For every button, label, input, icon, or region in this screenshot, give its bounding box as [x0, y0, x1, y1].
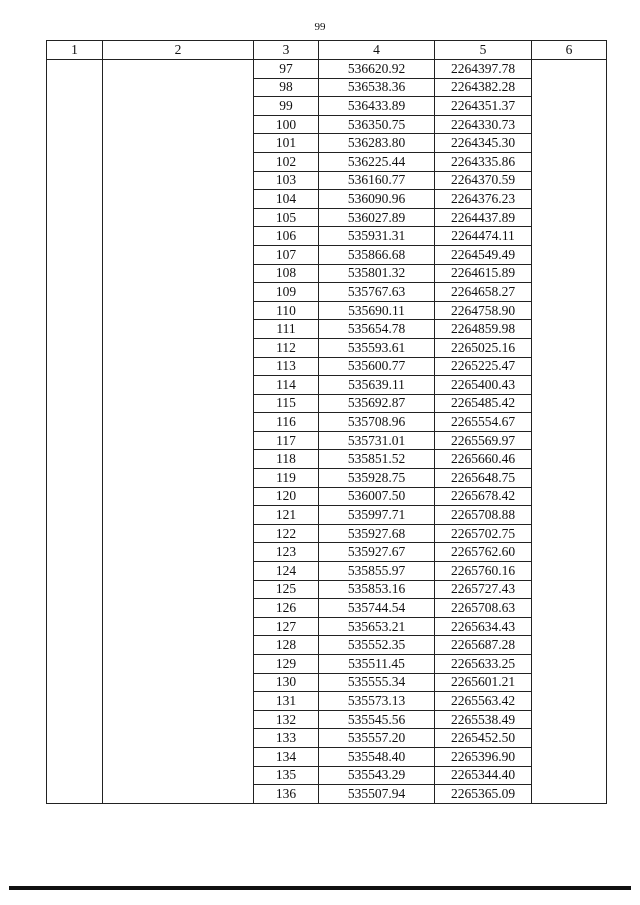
x-coordinate-cell: 536090.96 [319, 190, 435, 209]
y-coordinate-cell: 2264615.89 [435, 264, 532, 283]
point-number-cell: 114 [254, 376, 319, 395]
y-coordinate-cell: 2264376.23 [435, 190, 532, 209]
point-number-cell: 109 [254, 283, 319, 302]
x-coordinate-cell: 535639.11 [319, 376, 435, 395]
x-coordinate-cell: 535692.87 [319, 394, 435, 413]
point-number-cell: 127 [254, 617, 319, 636]
x-coordinate-cell: 535653.21 [319, 617, 435, 636]
point-number-cell: 126 [254, 599, 319, 618]
y-coordinate-cell: 2265396.90 [435, 747, 532, 766]
y-coordinate-cell: 2265225.47 [435, 357, 532, 376]
col1-merged-cell [47, 60, 103, 804]
x-coordinate-cell: 535573.13 [319, 692, 435, 711]
y-coordinate-cell: 2265708.63 [435, 599, 532, 618]
y-coordinate-cell: 2265660.46 [435, 450, 532, 469]
y-coordinate-cell: 2265702.75 [435, 524, 532, 543]
point-number-cell: 122 [254, 524, 319, 543]
y-coordinate-cell: 2264474.11 [435, 227, 532, 246]
y-coordinate-cell: 2265601.21 [435, 673, 532, 692]
column-header-6: 6 [532, 41, 607, 60]
y-coordinate-cell: 2265538.49 [435, 710, 532, 729]
y-coordinate-cell: 2264351.37 [435, 97, 532, 116]
x-coordinate-cell: 536160.77 [319, 171, 435, 190]
x-coordinate-cell: 535931.31 [319, 227, 435, 246]
point-number-cell: 120 [254, 487, 319, 506]
x-coordinate-cell: 535708.96 [319, 413, 435, 432]
column-header-4: 4 [319, 41, 435, 60]
y-coordinate-cell: 2265727.43 [435, 580, 532, 599]
x-coordinate-cell: 536350.75 [319, 115, 435, 134]
y-coordinate-cell: 2265633.25 [435, 655, 532, 674]
x-coordinate-cell: 536283.80 [319, 134, 435, 153]
point-number-cell: 113 [254, 357, 319, 376]
point-number-cell: 133 [254, 729, 319, 748]
x-coordinate-cell: 535927.67 [319, 543, 435, 562]
point-number-cell: 105 [254, 208, 319, 227]
point-number-cell: 115 [254, 394, 319, 413]
point-number-cell: 99 [254, 97, 319, 116]
x-coordinate-cell: 535654.78 [319, 320, 435, 339]
x-coordinate-cell: 536007.50 [319, 487, 435, 506]
x-coordinate-cell: 535801.32 [319, 264, 435, 283]
x-coordinate-cell: 535853.16 [319, 580, 435, 599]
x-coordinate-cell: 535927.68 [319, 524, 435, 543]
y-coordinate-cell: 2264345.30 [435, 134, 532, 153]
col6-merged-cell [532, 60, 607, 804]
x-coordinate-cell: 535557.20 [319, 729, 435, 748]
point-number-cell: 101 [254, 134, 319, 153]
y-coordinate-cell: 2264335.86 [435, 152, 532, 171]
x-coordinate-cell: 536538.36 [319, 78, 435, 97]
point-number-cell: 136 [254, 785, 319, 804]
point-number-cell: 119 [254, 469, 319, 488]
x-coordinate-cell: 535744.54 [319, 599, 435, 618]
x-coordinate-cell: 535545.56 [319, 710, 435, 729]
point-number-cell: 128 [254, 636, 319, 655]
col2-merged-cell [103, 60, 254, 804]
y-coordinate-cell: 2265687.28 [435, 636, 532, 655]
y-coordinate-cell: 2264370.59 [435, 171, 532, 190]
x-coordinate-cell: 535543.29 [319, 766, 435, 785]
x-coordinate-cell: 535851.52 [319, 450, 435, 469]
x-coordinate-cell: 535511.45 [319, 655, 435, 674]
y-coordinate-cell: 2265365.09 [435, 785, 532, 804]
table-row [47, 60, 607, 79]
y-coordinate-cell: 2264330.73 [435, 115, 532, 134]
point-number-cell: 110 [254, 301, 319, 320]
x-coordinate-cell: 535928.75 [319, 469, 435, 488]
y-coordinate-cell: 2265760.16 [435, 562, 532, 581]
y-coordinate-cell: 2265344.40 [435, 766, 532, 785]
y-coordinate-cell: 2264437.89 [435, 208, 532, 227]
page-number: 99 [314, 21, 326, 33]
point-number-cell: 118 [254, 450, 319, 469]
y-coordinate-cell: 2265634.43 [435, 617, 532, 636]
point-number-cell: 98 [254, 78, 319, 97]
x-coordinate-cell: 535767.63 [319, 283, 435, 302]
point-number-cell: 103 [254, 171, 319, 190]
point-number-cell: 116 [254, 413, 319, 432]
point-number-cell: 132 [254, 710, 319, 729]
x-coordinate-cell: 535552.35 [319, 636, 435, 655]
x-coordinate-cell: 535855.97 [319, 562, 435, 581]
y-coordinate-cell: 2264549.49 [435, 245, 532, 264]
y-coordinate-cell: 2264382.28 [435, 78, 532, 97]
point-number-cell: 125 [254, 580, 319, 599]
point-number-cell: 107 [254, 245, 319, 264]
x-coordinate-cell: 535555.34 [319, 673, 435, 692]
x-coordinate-cell: 536620.92 [319, 60, 435, 79]
table-body [47, 60, 607, 804]
column-header-3: 3 [254, 41, 319, 60]
x-coordinate-cell: 535866.68 [319, 245, 435, 264]
column-header-2: 2 [103, 41, 254, 60]
header-row [47, 41, 607, 60]
y-coordinate-cell: 2264859.98 [435, 320, 532, 339]
y-coordinate-cell: 2265648.75 [435, 469, 532, 488]
y-coordinate-cell: 2264758.90 [435, 301, 532, 320]
point-number-cell: 134 [254, 747, 319, 766]
y-coordinate-cell: 2265563.42 [435, 692, 532, 711]
x-coordinate-cell: 536027.89 [319, 208, 435, 227]
y-coordinate-cell: 2265025.16 [435, 338, 532, 357]
column-header-1: 1 [47, 41, 103, 60]
point-number-cell: 135 [254, 766, 319, 785]
y-coordinate-cell: 2265485.42 [435, 394, 532, 413]
y-coordinate-cell: 2265569.97 [435, 431, 532, 450]
y-coordinate-cell: 2265400.43 [435, 376, 532, 395]
x-coordinate-cell: 536433.89 [319, 97, 435, 116]
point-number-cell: 131 [254, 692, 319, 711]
point-number-cell: 102 [254, 152, 319, 171]
column-header-5: 5 [435, 41, 532, 60]
point-number-cell: 104 [254, 190, 319, 209]
point-number-cell: 123 [254, 543, 319, 562]
y-coordinate-cell: 2265452.50 [435, 729, 532, 748]
point-number-cell: 112 [254, 338, 319, 357]
x-coordinate-cell: 535593.61 [319, 338, 435, 357]
x-coordinate-cell: 535600.77 [319, 357, 435, 376]
x-coordinate-cell: 535997.71 [319, 506, 435, 525]
point-number-cell: 129 [254, 655, 319, 674]
point-number-cell: 97 [254, 60, 319, 79]
coordinates-table [46, 40, 607, 804]
y-coordinate-cell: 2265554.67 [435, 413, 532, 432]
point-number-cell: 100 [254, 115, 319, 134]
bottom-rule [9, 886, 631, 890]
y-coordinate-cell: 2265762.60 [435, 543, 532, 562]
point-number-cell: 130 [254, 673, 319, 692]
x-coordinate-cell: 535548.40 [319, 747, 435, 766]
y-coordinate-cell: 2265678.42 [435, 487, 532, 506]
y-coordinate-cell: 2264397.78 [435, 60, 532, 79]
point-number-cell: 121 [254, 506, 319, 525]
y-coordinate-cell: 2265708.88 [435, 506, 532, 525]
point-number-cell: 108 [254, 264, 319, 283]
point-number-cell: 106 [254, 227, 319, 246]
x-coordinate-cell: 535690.11 [319, 301, 435, 320]
y-coordinate-cell: 2264658.27 [435, 283, 532, 302]
point-number-cell: 124 [254, 562, 319, 581]
x-coordinate-cell: 535731.01 [319, 431, 435, 450]
x-coordinate-cell: 536225.44 [319, 152, 435, 171]
x-coordinate-cell: 535507.94 [319, 785, 435, 804]
point-number-cell: 117 [254, 431, 319, 450]
point-number-cell: 111 [254, 320, 319, 339]
